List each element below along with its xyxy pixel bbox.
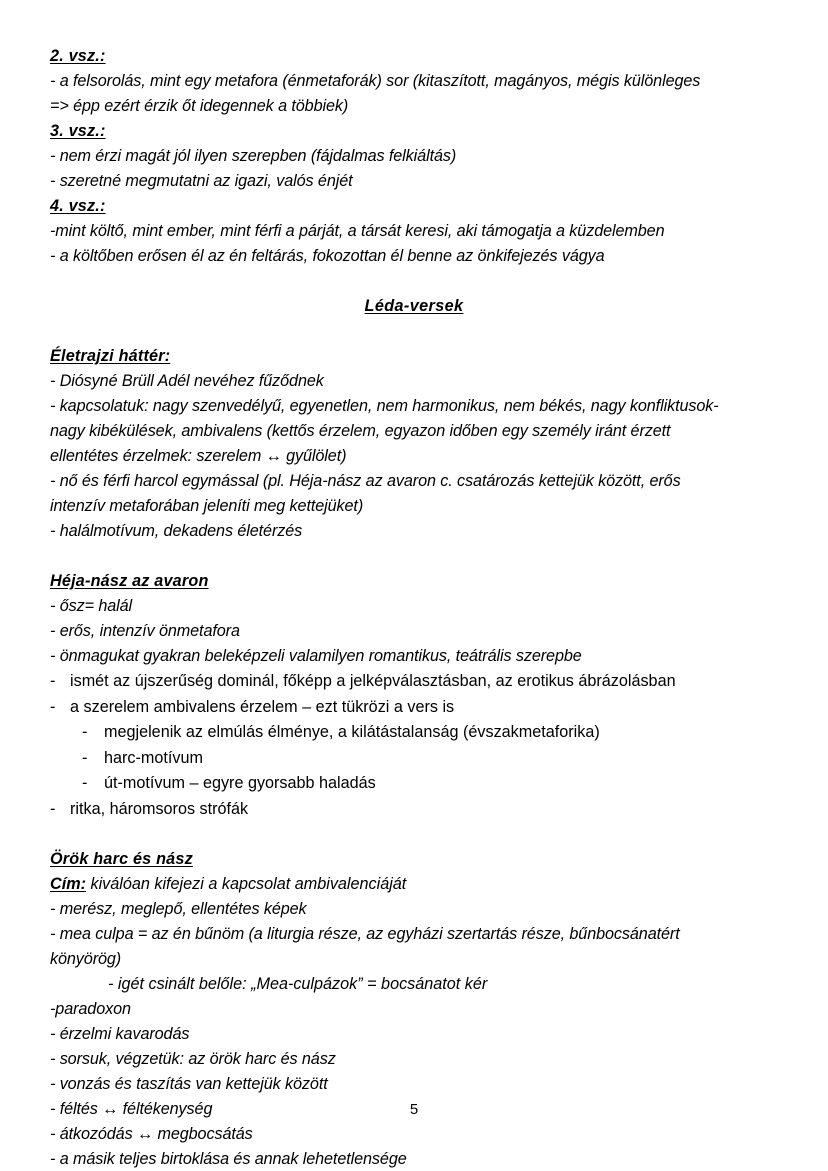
- list-item-text: megjelenik az elmúlás élménye, a kilátástalanság (évszakmetaforika): [104, 723, 600, 741]
- body-line: => épp ezért érzik őt idegennek a többiek): [50, 97, 349, 115]
- bullet-marker-icon: -: [50, 697, 56, 716]
- heading-2-vsz: [50, 44, 778, 69]
- bullet-marker-icon: -: [50, 672, 56, 690]
- list-item-text: a szerelem ambivalens érzelem – ezt tükrözi a vers is: [70, 697, 455, 716]
- inline-label-text: kiválóan kifejezi a kapcsolat ambivalenciáját: [85, 875, 407, 893]
- spacer: [50, 544, 778, 569]
- body-line: intenzív metaforában jeleníti meg kettejüket): [50, 497, 364, 515]
- list-item-text: harc-motívum: [104, 748, 203, 767]
- body-line: nagy kibékülések, ambivalens (kettős érzelem, egyazon időben egy személy iránt érzett: [50, 422, 671, 440]
- heading-text: Életrajzi háttér:: [50, 347, 171, 365]
- bullet-marker-icon: -: [82, 774, 88, 792]
- heading-text: 3. vsz.:: [50, 122, 106, 140]
- heading-text: Héja-nász az avaron: [50, 572, 209, 590]
- heading-text: 4. vsz.:: [50, 197, 106, 215]
- body-line: -paradoxon: [50, 1000, 131, 1018]
- body-line: - a költőben erősen él az én feltárás, fokozottan él benne az önkifejezés vágya: [50, 247, 605, 265]
- document-body: [50, 44, 778, 1171]
- body-line: ellentétes érzelmek: szerelem ↔ gyűlölet): [50, 447, 347, 465]
- heading-text: Örök harc és nász: [50, 850, 193, 868]
- body-line: - sorsuk, végzetük: az örök harc és nász: [50, 1050, 336, 1068]
- body-line: - vonzás és taszítás van kettejük között: [50, 1075, 328, 1093]
- body-line: - erős, intenzív önmetafora: [50, 622, 240, 640]
- heading-3-vsz: [50, 119, 778, 144]
- heading-4-vsz: [50, 194, 778, 219]
- body-line: - szeretné megmutatni az igazi, valós énjét: [50, 172, 353, 190]
- list-item: [50, 720, 778, 746]
- body-line: - féltés ↔ féltékenység: [50, 1100, 213, 1118]
- title-definition-line: [50, 872, 778, 897]
- body-line: - önmagukat gyakran beleképzeli valamilyen romantikus, teátrális szerepbe: [50, 647, 582, 665]
- body-line: - nő és férfi harcol egymással (pl. Héja-nász az avaron c. csatározás kettejük között, erős: [50, 472, 681, 490]
- subheading-eletrajzi-hatter: [50, 344, 778, 369]
- list-item-text: ismét az újszerűség dominál, főképp a jelképválasztásban, az erotikus ábrázolásban: [70, 672, 676, 690]
- subheading-heja-nasz-az-avaron: [50, 569, 778, 594]
- body-line: - átkozódás ↔ megbocsátás: [50, 1125, 253, 1143]
- body-line: könyörög): [50, 950, 122, 968]
- body-line: - érzelmi kavarodás: [50, 1025, 190, 1043]
- bullet-marker-icon: -: [50, 799, 56, 818]
- body-line: - merész, meglepő, ellentétes képek: [50, 900, 307, 918]
- subheading-orok-harc-es-nasz: [50, 847, 778, 872]
- body-line: - kapcsolatuk: nagy szenvedélyű, egyenetlen, nem harmonikus, nem békés, nagy konfliktusok-: [50, 397, 719, 415]
- body-line: - ősz= halál: [50, 597, 133, 615]
- list-item: [50, 695, 778, 721]
- spacer: [50, 269, 778, 294]
- body-line: - a felsorolás, mint egy metafora (énmetaforák) sor (kitaszított, magányos, mégis különleges: [50, 72, 701, 90]
- list-item-text: út-motívum – egyre gyorsabb haladás: [104, 774, 376, 792]
- body-line: -mint költő, mint ember, mint férfi a párját, a társát keresi, aki támogatja a küzdelemben: [50, 222, 665, 240]
- page-number: 5: [409, 1101, 419, 1118]
- bullet-marker-icon: -: [82, 723, 88, 741]
- section-title-text: Léda-versek: [364, 297, 464, 315]
- list-item: [50, 669, 778, 695]
- body-line: - Diósyné Brüll Adél nevéhez fűződnek: [50, 372, 324, 390]
- list-item: [50, 771, 778, 797]
- body-line: - mea culpa = az én bűnöm (a liturgia része, az egyházi szertartás része, bűnbocsánatért: [50, 925, 680, 943]
- spacer: [50, 319, 778, 344]
- spacer: [50, 822, 778, 847]
- section-title-leda-versek: [50, 294, 778, 319]
- list-item-text: ritka, háromsoros strófák: [70, 799, 249, 818]
- body-line: - halálmotívum, dekadens életérzés: [50, 522, 303, 540]
- indented-body-line: - igét csinált belőle: „Mea-culpázok” = bocsánatot kér: [108, 975, 488, 993]
- heading-text: 2. vsz.:: [50, 47, 106, 65]
- list-item: [50, 746, 778, 772]
- bullet-marker-icon: -: [82, 748, 88, 767]
- inline-label: Cím:: [50, 875, 86, 893]
- body-line: - a másik teljes birtoklása és annak lehetetlensége: [50, 1150, 407, 1168]
- body-line: - nem érzi magát jól ilyen szerepben (fájdalmas felkiáltás): [50, 147, 457, 165]
- list-item: [50, 797, 778, 823]
